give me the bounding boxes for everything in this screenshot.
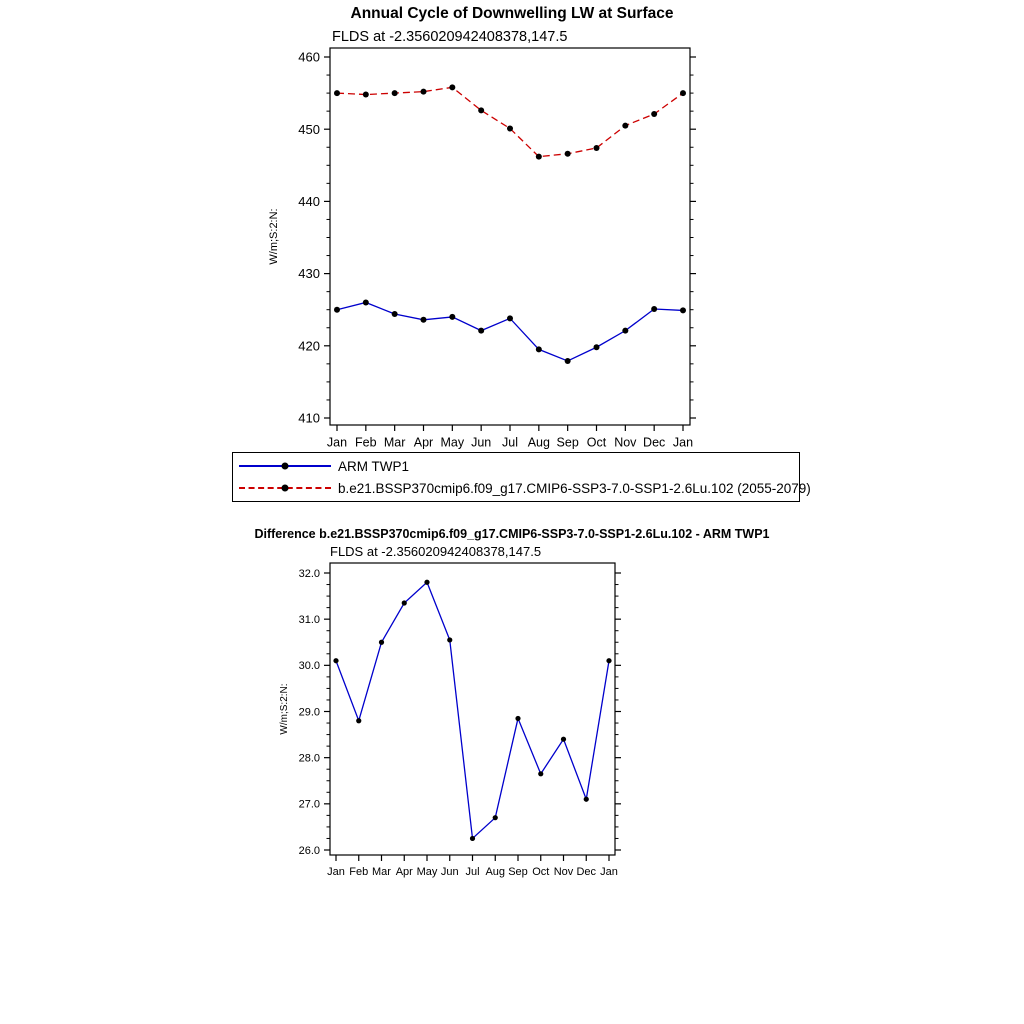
svg-text:30.0: 30.0 [298, 660, 320, 673]
svg-text:29.0: 29.0 [298, 706, 320, 719]
legend-label-arm: ARM TWP1 [338, 458, 410, 474]
top-chart-subtitle: FLDS at -2.356020942408378,147.5 [332, 29, 568, 45]
legend-entry-arm [239, 455, 793, 477]
svg-text:Jun: Jun [471, 435, 492, 450]
svg-text:Jan: Jan [326, 435, 348, 450]
bottom-chart-title: Difference b.e21.BSSP370cmip6.f09_g17.CMIP6-SSP3-7.0-SSP1-2.6Lu.102 - ARM TWP1 [254, 527, 770, 541]
legend-label-model: b.e21.BSSP370cmip6.f09_g17.CMIP6-SSP3-7.0-SSP1-2.6Lu.102 (2055-2079) [338, 480, 811, 496]
legend [232, 452, 811, 502]
legend-marker-dot [282, 485, 289, 492]
svg-text:Aug: Aug [485, 866, 506, 878]
svg-text:450: 450 [298, 121, 320, 137]
svg-text:430: 430 [298, 266, 320, 282]
svg-text:26.0: 26.0 [298, 844, 320, 857]
legend-marker-dot [282, 463, 289, 470]
svg-text:Feb: Feb [349, 866, 369, 878]
svg-text:Apr: Apr [395, 866, 413, 878]
svg-text:Jan: Jan [600, 866, 618, 878]
svg-text:Sep: Sep [556, 435, 579, 450]
svg-text:W/m;S:2:N:: W/m;S:2:N: [279, 683, 290, 735]
svg-text:Jul: Jul [502, 435, 518, 450]
svg-text:Oct: Oct [532, 866, 550, 878]
bottom-chart-subtitle: FLDS at -2.356020942408378,147.5 [330, 544, 542, 559]
svg-text:Mar: Mar [372, 866, 391, 878]
svg-text:Dec: Dec [643, 435, 666, 450]
svg-text:W/m;S:2:N:: W/m;S:2:N: [268, 208, 280, 265]
svg-text:Feb: Feb [355, 435, 377, 450]
svg-text:Mar: Mar [383, 435, 406, 450]
svg-text:Nov: Nov [614, 435, 637, 450]
svg-text:440: 440 [298, 193, 320, 209]
svg-text:31.0: 31.0 [298, 614, 320, 627]
svg-text:Jun: Jun [440, 866, 459, 878]
svg-text:32.0: 32.0 [298, 567, 320, 580]
svg-text:May: May [416, 866, 438, 878]
svg-text:Nov: Nov [553, 866, 574, 878]
top-chart-title: Annual Cycle of Downwelling LW at Surface [350, 5, 674, 22]
svg-text:Oct: Oct [586, 435, 607, 450]
top-chart [255, 40, 735, 470]
bottom-chart [255, 552, 685, 882]
svg-text:460: 460 [298, 49, 320, 65]
svg-text:410: 410 [298, 410, 320, 426]
svg-text:28.0: 28.0 [298, 752, 320, 765]
svg-text:Jan: Jan [327, 866, 345, 878]
svg-text:27.0: 27.0 [298, 798, 320, 811]
legend-entry-model [239, 477, 811, 499]
svg-text:Aug: Aug [527, 435, 550, 450]
svg-text:May: May [440, 435, 465, 450]
svg-text:420: 420 [298, 338, 320, 354]
svg-text:Sep: Sep [508, 866, 528, 878]
svg-text:Jan: Jan [672, 435, 694, 450]
svg-text:Dec: Dec [576, 866, 597, 878]
svg-text:Apr: Apr [413, 435, 434, 450]
svg-text:Jul: Jul [465, 866, 480, 878]
